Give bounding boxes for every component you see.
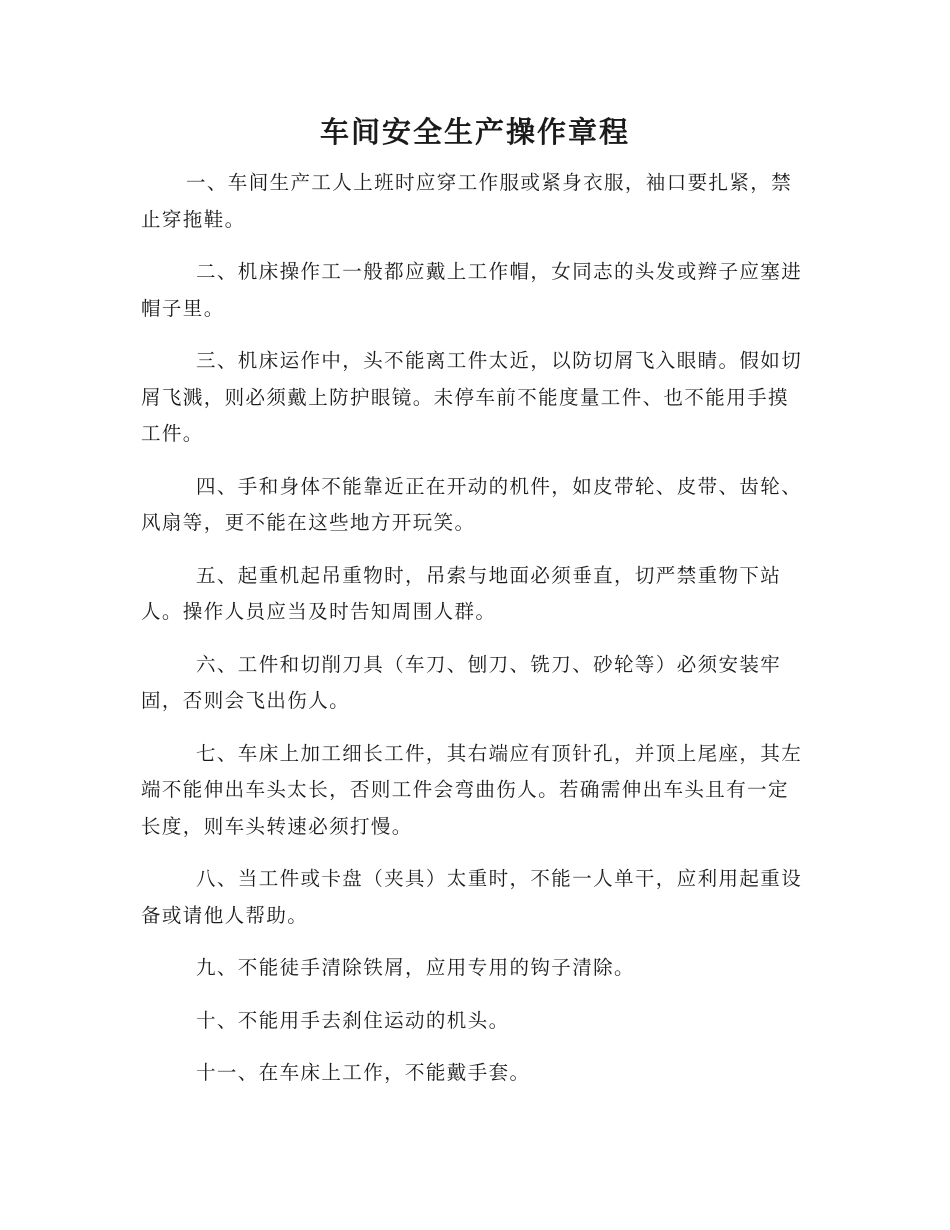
paragraph-2: 二、机床操作工一般都应戴上工作帽，女同志的头发或辫子应塞进帽子里。 bbox=[141, 260, 803, 320]
paragraph-6: 六、工件和切削刀具（车刀、刨刀、铣刀、砂轮等）必须安装牢固，否则会飞出伤人。 bbox=[141, 652, 782, 712]
paragraph-1: 一、车间生产工人上班时应穿工作服或紧身衣服，袖口要扎紧，禁止穿拖鞋。 bbox=[141, 171, 793, 231]
document-body bbox=[141, 165, 809, 1108]
paragraph-5: 五、起重机起吊重物时，吊索与地面必须垂直，切严禁重物下站人。操作人员应当及时告知周围人群。 bbox=[141, 563, 782, 623]
document-title: 车间安全生产操作章程 bbox=[319, 115, 630, 149]
paragraph-7: 七、车床上加工细长工件，其右端应有顶针孔，并顶上尾座，其左端不能伸出车头太长，否则工件会弯曲伤人。若确需伸出车头且有一定长度，则车头转速必须打慢。 bbox=[141, 741, 803, 838]
paragraph-4: 四、手和身体不能靠近正在开动的机件，如皮带轮、皮带、齿轮、风扇等，更不能在这些地方开玩笑。 bbox=[141, 474, 803, 534]
paragraph-9: 九、不能徒手清除铁屑，应用专用的钩子清除。 bbox=[196, 956, 635, 979]
paragraph-10: 十、不能用手去刹住运动的机头。 bbox=[196, 1008, 510, 1032]
paragraph-8: 八、当工件或卡盘（夹具）太重时，不能一人单干，应利用起重设备或请他人帮助。 bbox=[141, 867, 803, 927]
paragraph-11: 十一、在车床上工作，不能戴手套。 bbox=[196, 1061, 531, 1084]
paragraph-3: 三、机床运作中，头不能离工件太近，以防切屑飞入眼睛。假如切屑飞溅，则必须戴上防护眼镜。未停车前不能度量工件、也不能用手摸工件。 bbox=[141, 349, 803, 445]
